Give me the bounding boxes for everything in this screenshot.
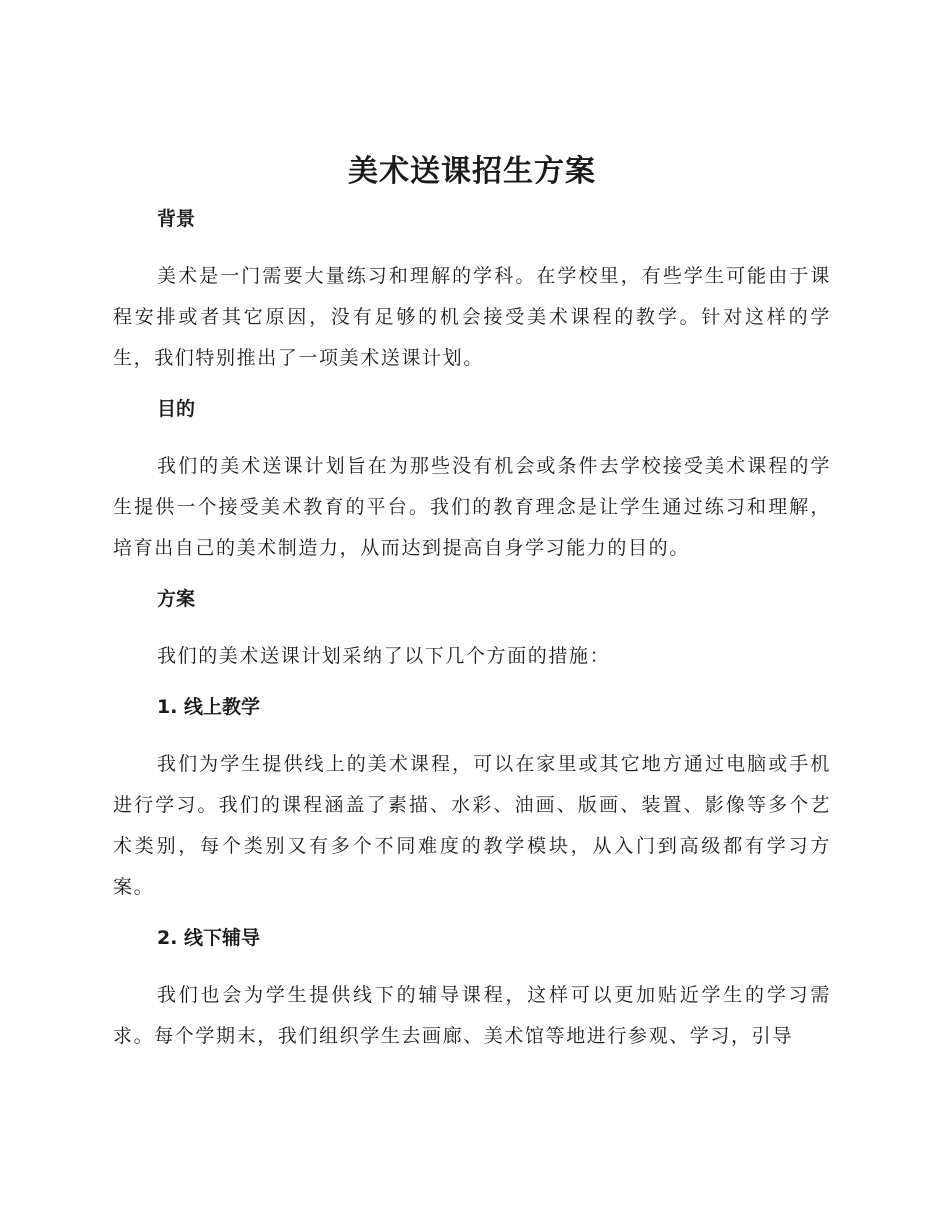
section-offline-tutoring [113, 925, 831, 1057]
section-paragraph: 我们为学生提供线上的美术课程，可以在家里或其它地方通过电脑或手机进行学习。我们的课程涵盖了素描、水彩、油画、版画、装置、影像等多个艺术类别，每个类别又有多个不同难度的教学模块，从入门到高级都有学习方案。 [113, 753, 831, 898]
document-title: 美术送课招生方案 [348, 154, 596, 189]
section-heading: 背景 [157, 208, 196, 230]
section-paragraph: 我们的美术送课计划旨在为那些没有机会或条件去学校接受美术课程的学生提供一个接受美术教育的平台。我们的教育理念是让学生通过练习和理解，培育出自己的美术制造力，从而达到提高自身学习能力的目的。 [113, 455, 831, 559]
section-online-teaching [113, 694, 831, 925]
section-paragraph: 我们也会为学生提供线下的辅导课程，这样可以更加贴近学生的学习需求。每个学期末，我们组织学生去画廊、美术馆等地进行参观、学习，引导 [113, 984, 831, 1047]
section-heading: 1. 线上教学 [157, 696, 261, 718]
section-heading: 目的 [157, 398, 196, 420]
section-heading: 方案 [157, 588, 196, 610]
section-background [113, 206, 831, 396]
document-page [113, 150, 831, 1057]
section-heading: 2. 线下辅导 [157, 927, 261, 949]
section-purpose [113, 396, 831, 586]
section-plan [113, 586, 831, 694]
section-paragraph: 我们的美术送课计划采纳了以下几个方面的措施： [157, 645, 611, 667]
section-paragraph: 美术是一门需要大量练习和理解的学科。在学校里，有些学生可能由于课程安排或者其它原因，没有足够的机会接受美术课程的教学。针对这样的学生，我们特别推出了一项美术送课计划。 [113, 265, 831, 369]
